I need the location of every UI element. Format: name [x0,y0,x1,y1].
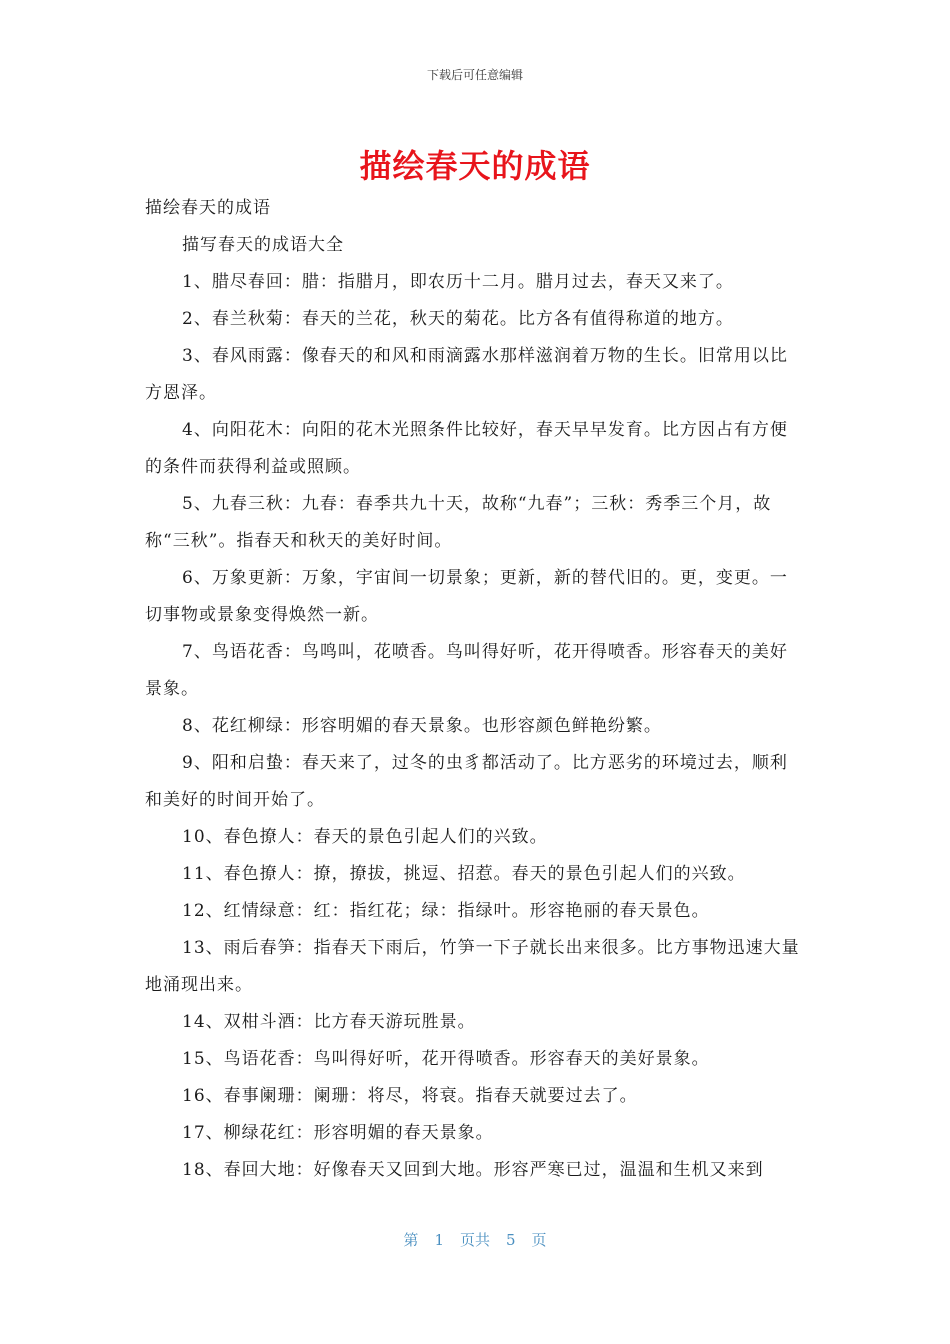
footer-suffix: 页 [531,1231,547,1249]
idiom-entry: 18、春回大地：好像春天又回到大地。形容严寒已过，温温和生机又来到 [182,1160,764,1180]
idiom-entry: 4、向阳花木：向阳的花木光照条件比较好，春天早早发育。比方因占有方便的条件而获得利益或照顾。 [145,420,788,477]
section-heading: 描写春天的成语大全 [182,235,344,255]
idiom-entry: 9、阳和启蛰：春天来了，过冬的虫豸都活动了。比方恶劣的环境过去，顺利和美好的时间开始了。 [145,753,788,810]
idiom-entry: 8、花红柳绿：形容明媚的春天景象。也形容颜色鲜艳纷繁。 [182,716,662,736]
idiom-entry: 2、春兰秋菊：春天的兰花，秋天的菊花。比方各有值得称道的地方。 [182,309,734,329]
footer-prefix: 第 [403,1231,419,1249]
idiom-entry: 12、红情绿意：红：指红花；绿：指绿叶。形容艳丽的春天景色。 [182,901,710,921]
idiom-entry: 11、春色撩人：撩，撩拔，挑逗、招惹。春天的景色引起人们的兴致。 [182,864,746,884]
idiom-entry: 17、柳绿花红：形容明媚的春天景象。 [182,1123,494,1143]
document-title: 描绘春天的成语 [359,147,591,185]
idiom-entry: 13、雨后春笋：指春天下雨后，竹笋一下子就长出来很多。比方事物迅速大量地涌现出来。 [145,938,800,995]
idiom-entry: 16、春事阑珊：阑珊：将尽，将衰。指春天就要过去了。 [182,1086,638,1106]
idiom-entry: 3、春风雨露：像春天的和风和雨滴露水那样滋润着万物的生长。旧常用以比方恩泽。 [145,346,788,403]
idiom-entry: 6、万象更新：万象，宇宙间一切景象；更新，新的替代旧的。更，变更。一切事物或景象变得焕然一新。 [145,568,788,625]
document-subtitle: 描绘春天的成语 [145,198,271,218]
idiom-entry: 14、双柑斗酒：比方春天游玩胜景。 [182,1012,476,1032]
document-body [145,190,805,1189]
footer-current-page: 1 [434,1231,444,1249]
footer-total-pages: 5 [506,1231,516,1249]
idiom-entry: 1、腊尽春回：腊：指腊月，即农历十二月。腊月过去，春天又来了。 [182,272,734,292]
idiom-entry: 10、春色撩人：春天的景色引起人们的兴致。 [182,827,548,847]
idiom-entry: 15、鸟语花香：鸟叫得好听，花开得喷香。形容春天的美好景象。 [182,1049,710,1069]
page-footer [0,1229,950,1250]
idiom-entry: 7、鸟语花香：鸟鸣叫，花喷香。鸟叫得好听，花开得喷香。形容春天的美好景象。 [145,642,788,699]
idiom-entry: 5、九春三秋：九春：春季共九十天，故称“九春”；三秋：秀季三个月，故称“三秋”。指春天和秋天的美好时间。 [145,494,772,551]
header-note: 下载后可任意编辑 [426,68,523,82]
footer-middle: 页共 [459,1231,490,1249]
